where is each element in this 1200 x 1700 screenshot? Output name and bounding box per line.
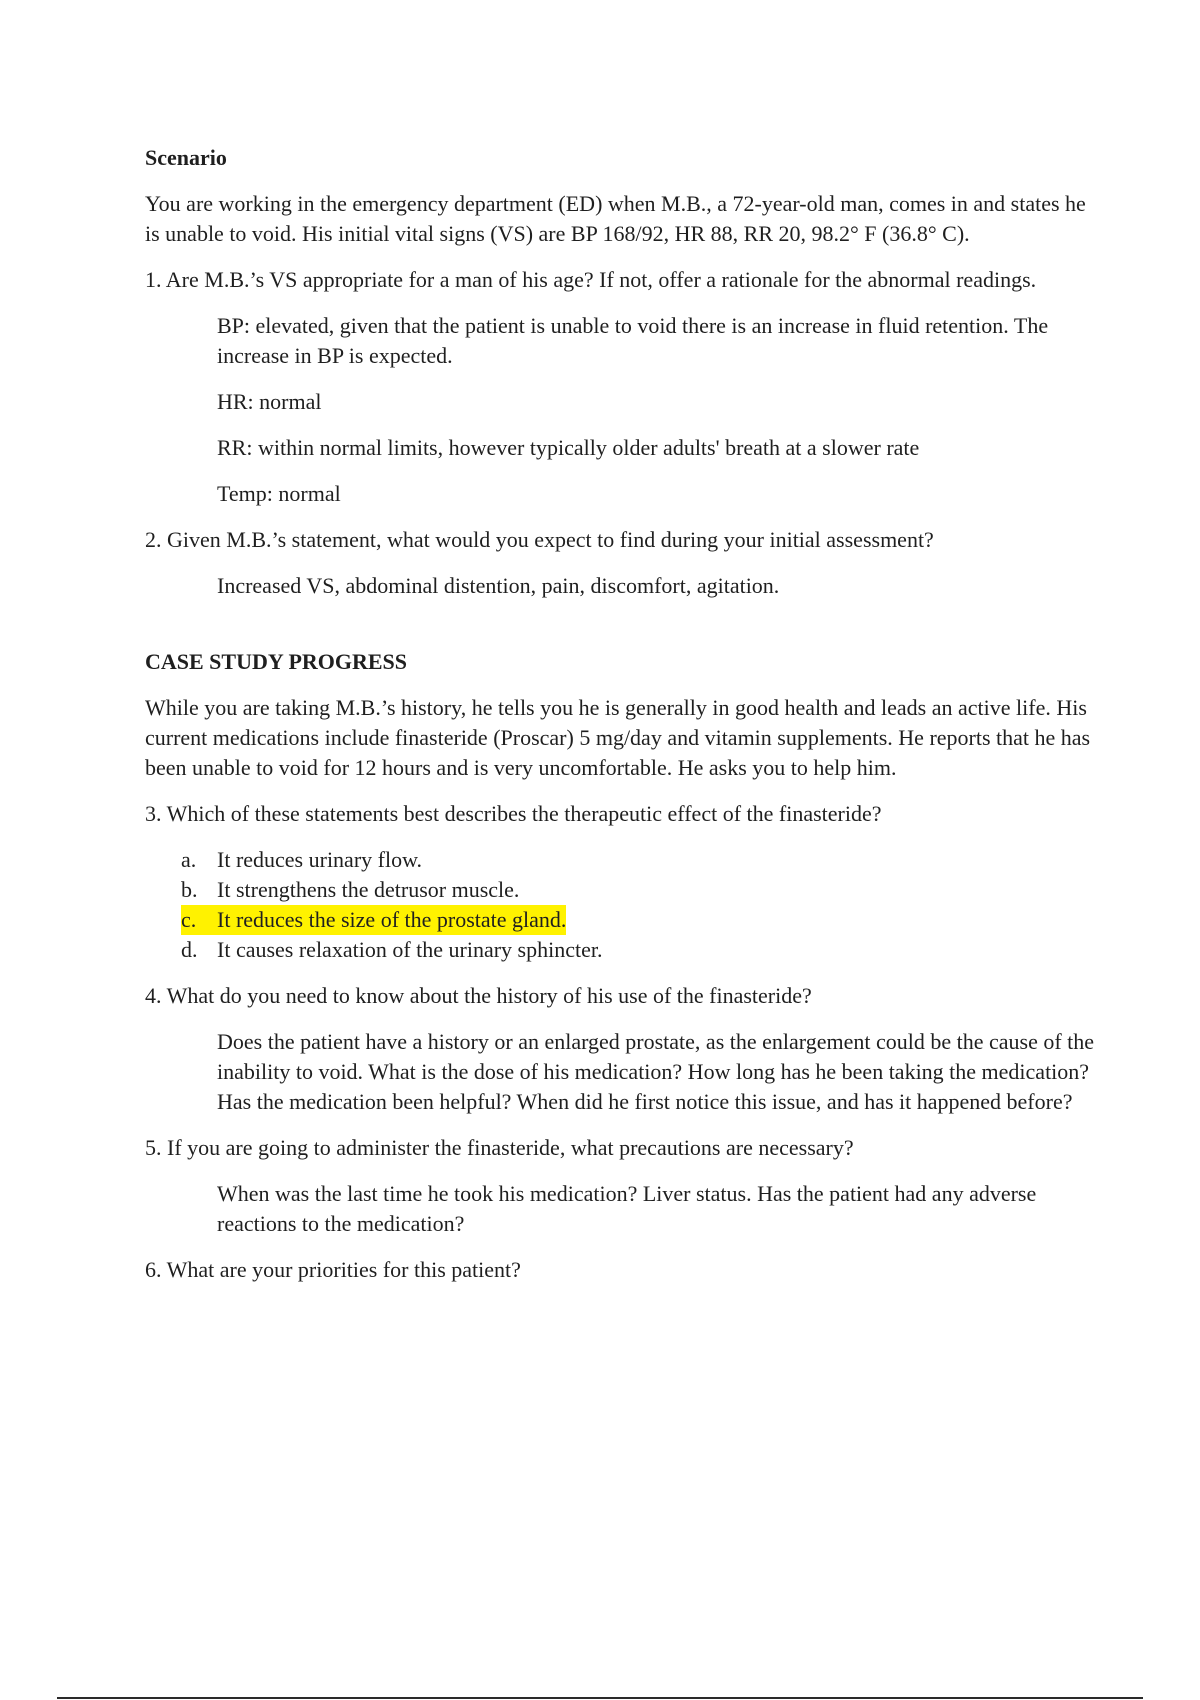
answer-1-hr: HR: normal	[217, 389, 322, 414]
option-a-letter: a.	[181, 847, 197, 872]
question-6: 6. What are your priorities for this patient?	[145, 1257, 521, 1282]
document-page	[145, 143, 1095, 1301]
answer-1-bp: BP: elevated, given that the patient is unable to void there is an increase in fluid retention. The increase in BP is expected.	[217, 313, 1049, 368]
option-d-letter: d.	[181, 937, 198, 962]
answer-1-temp: Temp: normal	[217, 481, 341, 506]
footer-rule	[57, 1697, 1143, 1699]
section-spacer	[145, 617, 1095, 647]
option-d-text: It causes relaxation of the urinary sphincter.	[217, 937, 603, 962]
question-1: 1. Are M.B.’s VS appropriate for a man of his age? If not, offer a rationale for the abnormal readings.	[145, 267, 1037, 292]
option-c-letter: c.	[181, 907, 197, 932]
question-2: 2. Given M.B.’s statement, what would you expect to find during your initial assessment?	[145, 527, 934, 552]
answer-4: Does the patient have a history or an enlarged prostate, as the enlargement could be the cause of the inability to void. What is the dose of his medication? How long has he been taking the medication? Has the medication been helpful? When did he first notice this issue, and has it happened before?	[217, 1029, 1095, 1114]
option-b-text: It strengthens the detrusor muscle.	[217, 877, 520, 902]
option-c-highlight	[181, 905, 566, 935]
option-b	[181, 875, 1095, 905]
scenario-heading: Scenario	[145, 145, 227, 170]
question-3-options	[181, 845, 1095, 965]
answer-5: When was the last time he took his medication? Liver status. Has the patient had any adverse reactions to the medication?	[217, 1181, 1037, 1236]
question-5: 5. If you are going to administer the finasteride, what precautions are necessary?	[145, 1135, 854, 1160]
option-a	[181, 845, 1095, 875]
case-study-progress-text: While you are taking M.B.’s history, he tells you he is generally in good health and leads an active life. His current medications include finasteride (Proscar) 5 mg/day and vitamin supplements. He reports that he has been unable to void for 12 hours and is very uncomfortable. He asks you to help him.	[145, 695, 1091, 780]
option-c-selected	[181, 905, 1095, 935]
answer-2: Increased VS, abdominal distention, pain, discomfort, agitation.	[217, 573, 780, 598]
question-4: 4. What do you need to know about the history of his use of the finasteride?	[145, 983, 812, 1008]
option-c-text: It reduces the size of the prostate gland.	[217, 907, 567, 932]
option-a-text: It reduces urinary flow.	[217, 847, 423, 872]
case-study-progress-heading: CASE STUDY PROGRESS	[145, 649, 408, 674]
scenario-text: You are working in the emergency department (ED) when M.B., a 72-year-old man, comes in and states he is unable to void. His initial vital signs (VS) are BP 168/92, HR 88, RR 20, 98.2° F (36.8° C).	[145, 191, 1086, 246]
option-b-letter: b.	[181, 877, 198, 902]
question-3: 3. Which of these statements best describes the therapeutic effect of the finasteride?	[145, 801, 882, 826]
answer-1-rr: RR: within normal limits, however typically older adults' breath at a slower rate	[217, 435, 920, 460]
option-d	[181, 935, 1095, 965]
